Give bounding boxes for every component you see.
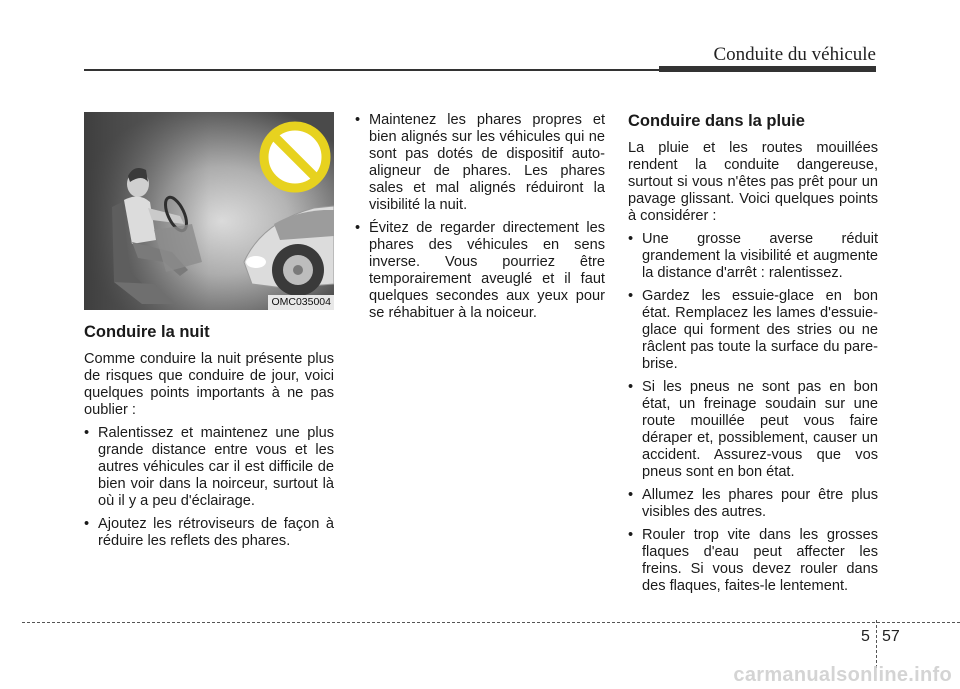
- list-item: • Ralentissez et maintenez une plus grande distance entre vous et les autres véhicules car il est difficile de bien voir dans la noirceur, surtout là où il y a peu d'éclairage.: [84, 425, 334, 510]
- footer-rule: [22, 622, 960, 623]
- rain-driving-heading: Conduire dans la pluie: [628, 112, 805, 130]
- header-rule: [84, 69, 659, 71]
- list-item: • Ajoutez les rétroviseurs de façon à réduire les reflets des phares.: [84, 516, 334, 550]
- list-item: • Gardez les essuie-glace en bon état. Remplacez les lames d'essuie-glace qui forment des stries ou ne râclent pas toute la surface du pare-brise.: [628, 288, 878, 373]
- column-right: [628, 112, 878, 601]
- night-driving-intro: Comme conduire la nuit présente plus de risques que conduire de jour, voici quelques points importants à ne pas oublier :: [84, 351, 334, 418]
- list-item: • Évitez de regarder directement les phares des véhicules en sens inverse. Vous pourriez être temporairement aveuglé et il faut quelques secondes aux yeux pour se réhabituer à la noiceur.: [355, 220, 605, 322]
- footer-divider: [876, 620, 877, 668]
- rain-driving-intro: La pluie et les routes mouillées rendent la conduite dangereuse, surtout si vous n'êtes pas prêt pour un pavage glissant. Voici quelques points à considérer :: [628, 140, 878, 224]
- page-number: 57: [882, 628, 900, 645]
- night-driving-list: [84, 425, 334, 550]
- night-driving-heading: Conduire la nuit: [84, 323, 210, 341]
- watermark: carmanualsonline.info: [733, 664, 952, 686]
- list-item: • Rouler trop vite dans les grosses flaques d'eau peut affecter les freins. Si vous devez rouler dans des flaques, faites-le lentement.: [628, 527, 878, 595]
- header-rule-accent: [659, 66, 876, 72]
- column-left: [84, 112, 334, 556]
- list-item: • Une grosse averse réduit grandement la visibilité et augmente la distance d'arrêt : ralentissez.: [628, 231, 878, 282]
- chapter-number: 5: [861, 628, 870, 645]
- column-middle: [355, 112, 605, 328]
- page-header-title: Conduite du véhicule: [713, 44, 876, 65]
- night-driving-list-continued: [355, 112, 605, 322]
- list-item: • Si les pneus ne sont pas en bon état, un freinage soudain sur une route mouillée peut vous faire déraper et, possiblement, causer un accident. Assurez-vous que vos pneus sont en bon état.: [628, 379, 878, 481]
- figure-code: OMC035004: [268, 295, 334, 310]
- prohibition-icon: [264, 126, 326, 188]
- rain-driving-list: [628, 231, 878, 595]
- list-item: • Allumez les phares pour être plus visibles des autres.: [628, 487, 878, 521]
- list-item: • Maintenez les phares propres et bien alignés sur les véhicules qui ne sont pas dotés de dispositif auto-aligneur de phares. Les phares sales et mal alignés réduiront la visibilité la nuit.: [355, 112, 605, 214]
- night-driving-illustration: [84, 112, 334, 310]
- driver-headlight-glare-image: [84, 112, 334, 310]
